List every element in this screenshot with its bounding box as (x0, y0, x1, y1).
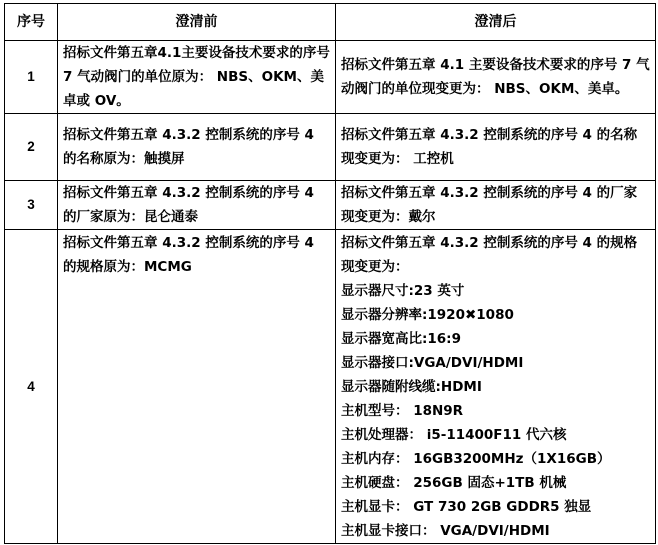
header-row (5, 4, 656, 41)
table-row (5, 41, 656, 114)
before-cell: 招标文件第五章4.1主要设备技术要求的序号 7 气动阀门的单位原为： NBS、OKM、美卓或 OV。 (58, 41, 336, 114)
spec-monitor-size: 显示器尺寸:23 英寸 (341, 283, 465, 299)
header-before: 澄清前 (58, 4, 336, 41)
before-cell: 招标文件第五章 4.3.2 控制系统的序号 4 的名称原为：触摸屏 (58, 114, 336, 181)
spec-host-gpu: 主机显卡： GT 730 2GB GDDR5 独显 (341, 499, 592, 515)
spec-intro: 招标文件第五章 4.3.2 控制系统的序号 4 的规格现变更为： (341, 235, 638, 275)
after-cell: 招标文件第五章 4.3.2 控制系统的序号 4 的厂家现变更为：戴尔 (336, 181, 656, 230)
spec-monitor-interface: 显示器接口:VGA/DVI/HDMI (341, 355, 524, 371)
table-row (5, 181, 656, 230)
spec-host-gpu-interface: 主机显卡接口： VGA/DVI/HDMI (341, 523, 550, 539)
row-number: 3 (5, 181, 58, 230)
spec-host-memory: 主机内存： 16GB3200MHz（1X16GB） (341, 451, 611, 467)
header-after: 澄清后 (336, 4, 656, 41)
header-number: 序号 (5, 4, 58, 41)
spec-monitor-aspect-ratio: 显示器宽高比:16:9 (341, 331, 461, 347)
row-number: 2 (5, 114, 58, 181)
spec-host-model: 主机型号： 18N9R (341, 403, 464, 419)
after-cell (336, 230, 656, 544)
spec-host-storage: 主机硬盘： 256GB 固态+1TB 机械 (341, 475, 567, 491)
table-row (5, 114, 656, 181)
spec-monitor-resolution: 显示器分辨率:1920✖1080 (341, 307, 514, 323)
after-cell: 招标文件第五章 4.3.2 控制系统的序号 4 的名称现变更为： 工控机 (336, 114, 656, 181)
clarification-table (4, 3, 656, 544)
spec-monitor-cable: 显示器随附线缆:HDMI (341, 379, 482, 395)
before-cell: 招标文件第五章 4.3.2 控制系统的序号 4 的规格原为：MCMG (58, 230, 336, 544)
before-cell: 招标文件第五章 4.3.2 控制系统的序号 4 的厂家原为：昆仑通泰 (58, 181, 336, 230)
after-cell: 招标文件第五章 4.1 主要设备技术要求的序号 7 气动阀门的单位现变更为： NBS、OKM、美卓。 (336, 41, 656, 114)
spec-host-cpu: 主机处理器： i5-11400F11 代六核 (341, 427, 567, 443)
table-row (5, 230, 656, 544)
row-number: 4 (5, 230, 58, 544)
row-number: 1 (5, 41, 58, 114)
